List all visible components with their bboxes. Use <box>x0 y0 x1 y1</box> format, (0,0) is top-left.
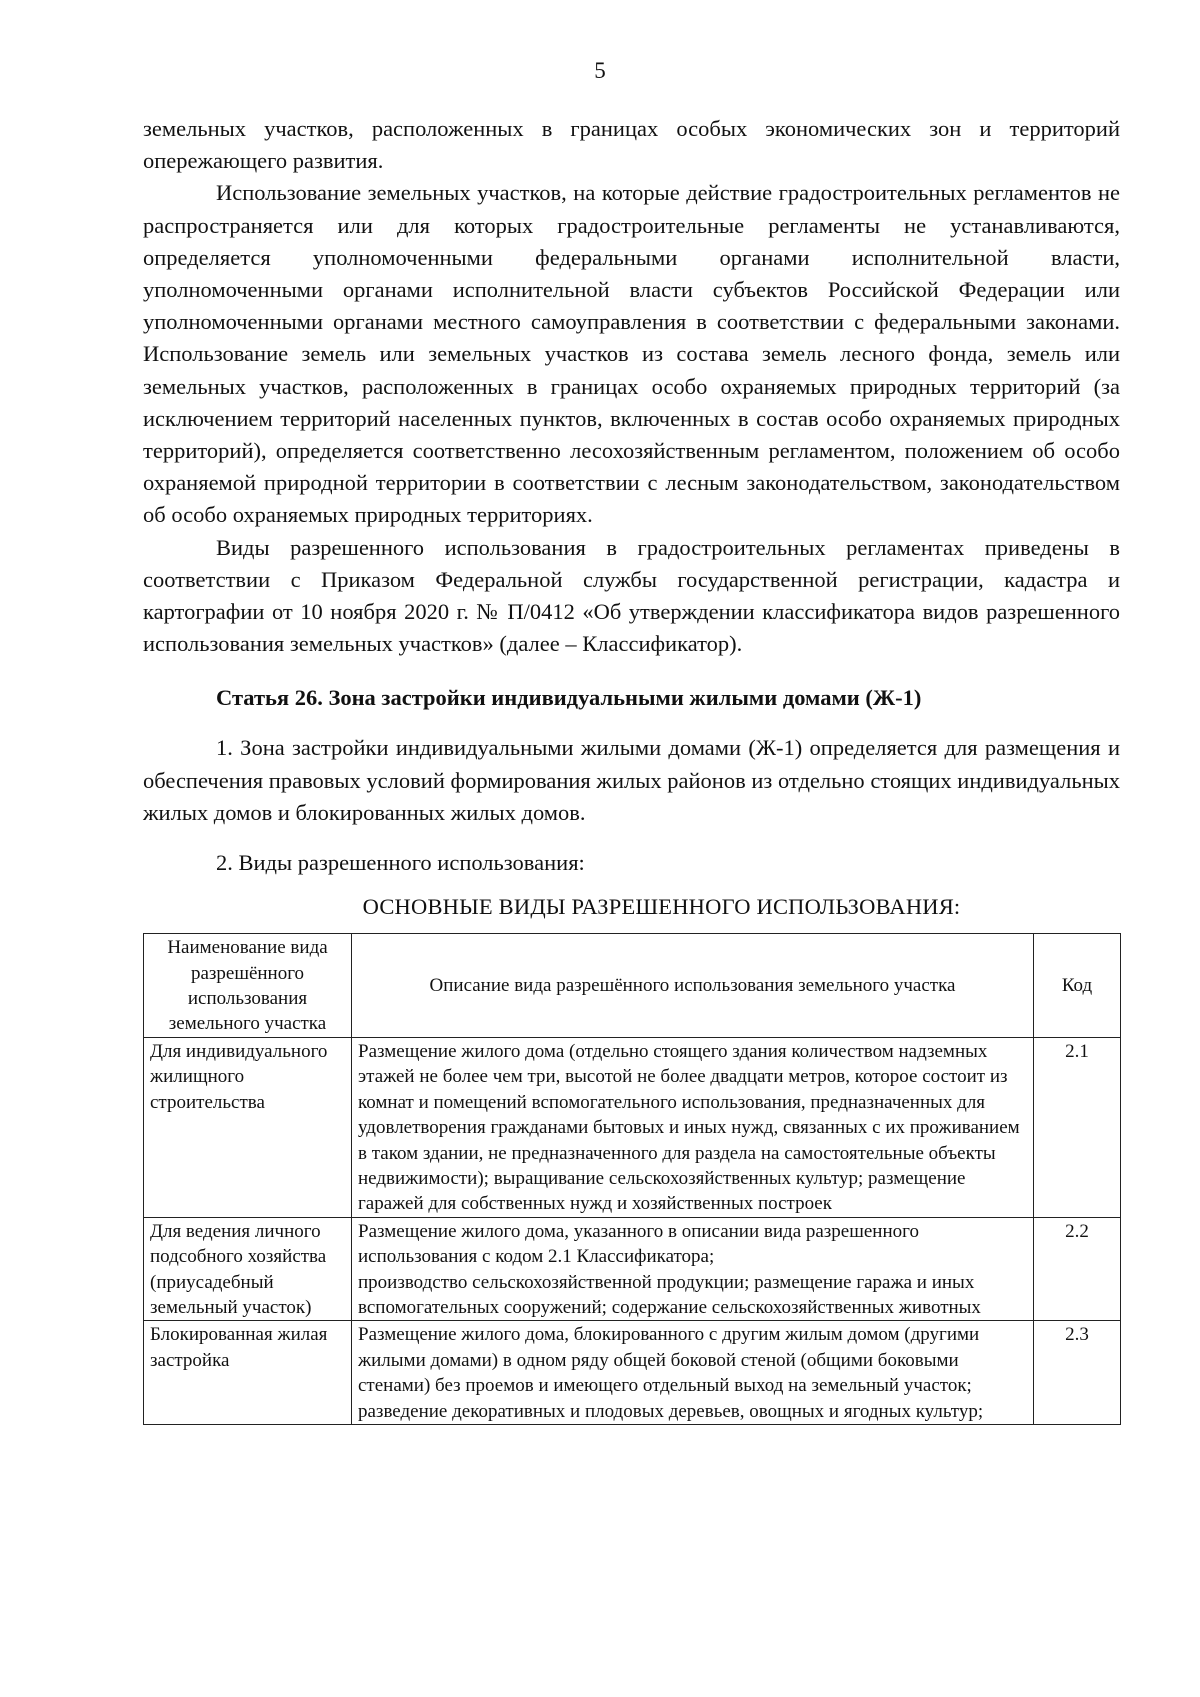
paragraph-continuation: земельных участков, расположенных в границах особых экономических зон и территорий опережающего развития. <box>143 116 1120 174</box>
header-code: Код <box>1034 934 1121 1038</box>
row-name: Для ведения личного подсобного хозяйства (приусадебный земельный участок) <box>144 1217 352 1321</box>
header-name: Наименование вида разрешённого использования земельного участка <box>144 934 352 1038</box>
header-description: Описание вида разрешённого использования земельного участка <box>352 934 1034 1038</box>
paragraph-classifier: Виды разрешенного использования в градостроительных регламентах приведены в соответствии с Приказом Федеральной службы государственной регистрации, кадастра и картографии от 10 ноября 2020 г. № П/0412 «Об утверждении классификатора видов разрешенного использования земельных участков» (далее – Классификатор). <box>143 534 1120 657</box>
document-body <box>143 113 1120 1425</box>
table-row <box>144 1217 1121 1321</box>
row-code: 2.3 <box>1034 1321 1121 1425</box>
row-description-line: Размещение жилого дома, указанного в описании вида разрешенного использования с кодом 2.1 Классификатора; <box>358 1220 919 1268</box>
row-description <box>352 1217 1034 1321</box>
table-header-row <box>144 934 1121 1038</box>
row-description: Размещение жилого дома, блокированного с другим жилым домом (другими жилыми домами) в одном ряду общей боковой стеной (общими боковыми стенами) без проемов и имеющего отдельный выход на земельный участок; разведение декоративных и плодовых деревьев, овощных и ягодных культур; <box>352 1321 1034 1425</box>
paragraph-land-use: Использование земельных участков, на которые действие градостроительных регламентов не распространяется или для которых градостроительные регламенты не устанавливаются, определяется уполномоченными федеральными органами исполнительной власти, уполномоченными органами исполнительной власти субъектов Российской Федерации или уполномоченными органами местного самоуправления в соответствии с федеральными законами. Использование земель или земельных участков из состава земель лесного фонда, земель или земельных участков, расположенных в границах особо охраняемых природных территорий (за исключением территорий населенных пунктов, включенных в состав особо охраняемых природных территорий), определяется соответственно лесохозяйственным регламентом, положением об особо охраняемой природной территории в соответствии с лесным законодательством, законодательством об особо охраняемых природных территориях. <box>143 180 1120 528</box>
row-code: 2.2 <box>1034 1217 1121 1321</box>
article-heading: Статья 26. Зона застройки индивидуальными жилыми домами (Ж-1) <box>216 685 922 711</box>
row-name: Блокированная жилая застройка <box>144 1321 352 1425</box>
article-item-2: 2. Виды разрешенного использования: <box>216 850 585 876</box>
permitted-uses-table <box>143 933 1121 1425</box>
row-description: Размещение жилого дома (отдельно стоящего здания количеством надземных этажей не более чем три, высотой не более двадцати метров, которое состоит из комнат и помещений вспомогательного использования, предназначенных для удовлетворения гражданами бытовых и иных нужд, связанных с их проживанием в таком здании, не предназначенного для раздела на самостоятельные объекты недвижимости); выращивание сельскохозяйственных культур; размещение гаражей для собственных нужд и хозяйственных построек <box>352 1037 1034 1217</box>
row-description-line: производство сельскохозяйственной продукции; размещение гаража и иных вспомогательных сооружений; содержание сельскохозяйственных животных <box>358 1271 981 1318</box>
article-item-1: 1. Зона застройки индивидуальными жилыми домами (Ж-1) определяется для размещения и обеспечения правовых условий формирования жилых районов из отдельно стоящих индивидуальных жилых домов и блокированных жилых домов. <box>143 735 1120 825</box>
table-row <box>144 1037 1121 1217</box>
page-number: 5 <box>594 58 606 83</box>
row-name: Для индивидуального жилищного строительства <box>144 1037 352 1217</box>
row-code: 2.1 <box>1034 1037 1121 1217</box>
table-title: ОСНОВНЫЕ ВИДЫ РАЗРЕШЕННОГО ИСПОЛЬЗОВАНИЯ: <box>362 894 961 920</box>
table-row <box>144 1321 1121 1425</box>
